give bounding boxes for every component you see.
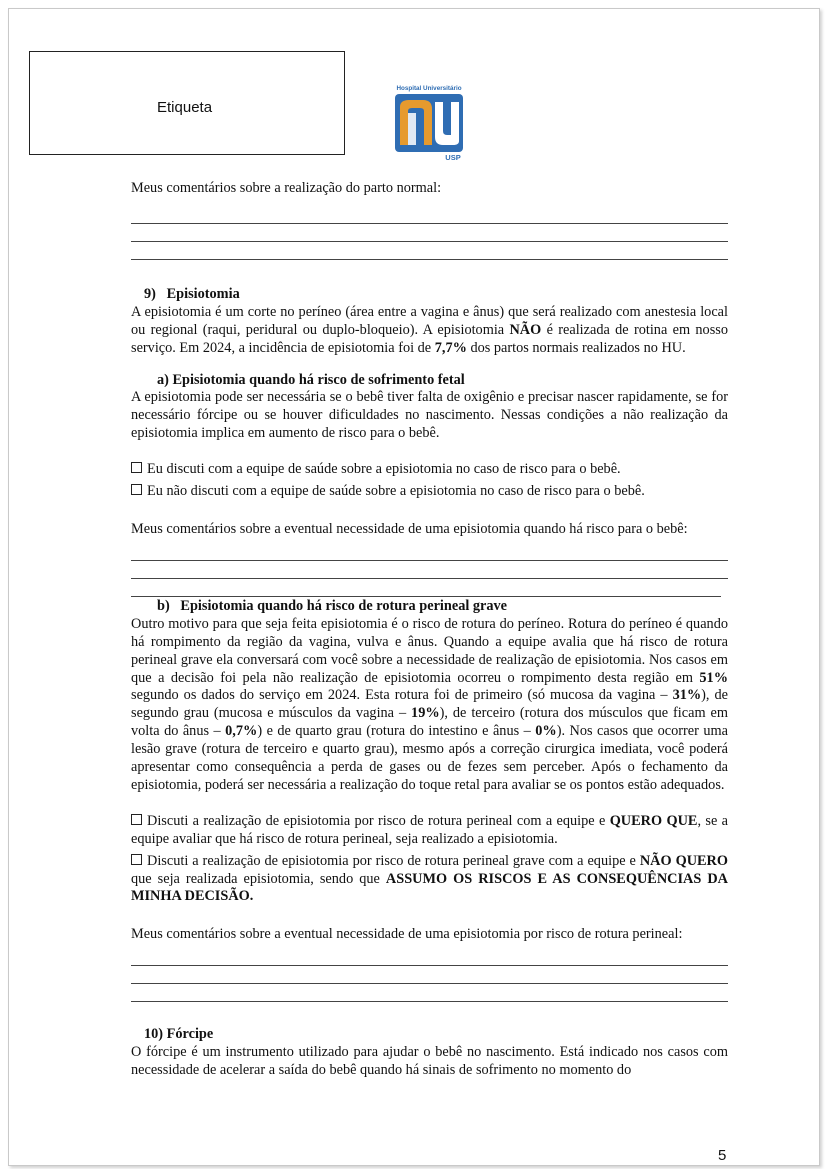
text-span: é realizada de rotina em nosso serviço. Em 2024, a incidência de episiotomia foi de	[131, 321, 728, 356]
bold-span: QUERO QUE	[609, 812, 698, 829]
bold-span: 0%	[535, 723, 557, 740]
text-span: Outro motivo para que seja feita episiotomia é o risco de rotura do períneo. Rotura do períneo é quando há rompimento da região da vagina, vulva e ânus. Quando a equipe avalia que há risco de rotura perineal grave ela conversará com você sobre a necessidade de realização de episiotomia. Nos casos em que a decisão foi pela não realização de episiotomia ocorreu o rompimento desta região em	[131, 615, 728, 686]
section-10-text: O fórcipe é um instrumento utilizado para ajudar o bebê no nascimento. Está indicado nos casos com necessidade de acelerar a saída do bebê quando há sinais de sofrimento no momento do	[131, 1044, 728, 1079]
checkbox-option-1[interactable]	[131, 461, 728, 479]
blank-line	[131, 948, 728, 966]
blank-line	[131, 561, 728, 579]
text-span: A episiotomia é um corte no períneo (área entre a vagina e ânus) que será realizado com anestesia local ou regional (raqui, peridural ou duplo-bloqueio). A episiotomia	[131, 303, 728, 338]
document-content	[131, 180, 728, 1080]
blank-line	[131, 224, 728, 242]
text-span: dos partos normais realizados no HU.	[466, 339, 686, 356]
section-10-heading	[131, 1026, 728, 1044]
logo-text-bottom: USP	[445, 153, 461, 162]
blank-line	[131, 579, 721, 597]
document-page	[8, 8, 820, 1166]
subsection-b-comments-label: Meus comentários sobre a eventual necessidade de uma episiotomia por risco de rotura perineal:	[131, 926, 683, 943]
checkbox-label: Discuti a realização de episiotomia por risco de rotura perineal com a equipe e	[147, 812, 610, 829]
comment-lines-parto	[131, 206, 728, 260]
bold-span: 31%	[672, 687, 702, 704]
checkbox-icon[interactable]	[131, 814, 142, 825]
section-9-heading	[131, 286, 728, 304]
blank-line	[131, 242, 728, 260]
subsection-a-text: A episiotomia pode ser necessária se o bebê tiver falta de oxigênio e precisar nascer rapidamente, se for necessário fórcipe ou se houver dificuldades no nascimento. Nessas condições a não realização da episiotomia implica em aumento de risco para o bebê.	[131, 389, 728, 442]
blank-line	[131, 984, 728, 1002]
label-box-text: Etiqueta	[157, 99, 213, 116]
subsection-b-heading	[131, 598, 728, 616]
blank-line	[131, 206, 728, 224]
checkbox-icon[interactable]	[131, 462, 142, 473]
checkbox-icon[interactable]	[131, 854, 142, 865]
page-number: 5	[718, 1147, 727, 1164]
comment-lines-a	[131, 543, 728, 597]
checkbox-option-3[interactable]	[131, 813, 728, 849]
section-9-text	[131, 304, 728, 358]
checkbox-label: Discuti a realização de episiotomia por risco de rotura perineal grave com a equipe e	[147, 852, 640, 869]
checkbox-option-2[interactable]	[131, 483, 728, 501]
bold-span: 19%	[411, 705, 440, 722]
subsection-a-comments-label: Meus comentários sobre a eventual necessidade de uma episiotomia quando há risco para o bebê:	[131, 520, 688, 537]
bold-span: 51%	[699, 669, 728, 686]
comments-parto-label: Meus comentários sobre a realização do parto normal:	[131, 180, 442, 196]
checkbox-label: que seja realizada episiotomia, sendo que	[131, 870, 386, 887]
subsection-a-title: a) Episiotomia quando há risco de sofrimento fetal	[157, 371, 465, 388]
blank-line	[131, 543, 728, 561]
checkbox-icon[interactable]	[131, 484, 142, 495]
checkbox-label: Eu não discuti com a equipe de saúde sobre a episiotomia no caso de risco para o bebê.	[147, 483, 645, 500]
label-box	[29, 51, 345, 155]
bold-span: ASSUMO OS RISCOS E AS CONSEQUÊNCIAS DA MINHA DECISÃO.	[131, 870, 728, 905]
bold-span: NÃO	[509, 321, 542, 338]
text-span: ). Nos casos que ocorrer uma lesão grave (rotura de terceiro e quarto grau), mesmo após a correção cirurgica imediata, você poderá apresentar como consequência a perda de gases ou de fezes sem perceber. Após o fechamento da episiotomia, poderá ser necessária a realização do toque retal para avaliar se os pontos estão adequados.	[131, 723, 728, 793]
checkbox-option-4[interactable]	[131, 853, 728, 907]
logo-text-top: Hospital Universitário	[396, 85, 462, 92]
section-10-title: 10) Fórcipe	[144, 1026, 214, 1043]
checkbox-label: , se a equipe avaliar que há risco de rotura perineal, seja realizado a episiotomia.	[131, 812, 728, 847]
checkbox-label: Eu discuti com a equipe de saúde sobre a episiotomia no caso de risco para o bebê.	[147, 461, 621, 478]
subsection-b-title: b) Episiotomia quando há risco de rotura perineal grave	[157, 597, 508, 614]
subsection-a-heading	[131, 372, 728, 390]
bold-span: 7,7%	[434, 339, 467, 356]
text-span: segundo os dados do serviço em 2024. Esta rotura foi de primeiro (só mucosa da vagina –	[131, 687, 673, 704]
comment-lines-b	[131, 948, 728, 1002]
bold-span: NÃO QUERO	[639, 852, 728, 869]
bold-span: 0,7%	[225, 723, 258, 740]
text-span: ), de terceiro (rotura dos músculos que ficam em volta do ânus –	[131, 705, 728, 740]
text-span: ), de segundo grau (mucosa e músculos da vagina –	[131, 687, 729, 722]
subsection-b-text	[131, 616, 728, 795]
hospital-logo	[391, 83, 467, 163]
blank-line	[131, 966, 728, 984]
section-9-title: 9) Episiotomia	[144, 285, 240, 302]
text-span: ) e de quarto grau (rotura do intestino e ânus –	[257, 723, 536, 740]
